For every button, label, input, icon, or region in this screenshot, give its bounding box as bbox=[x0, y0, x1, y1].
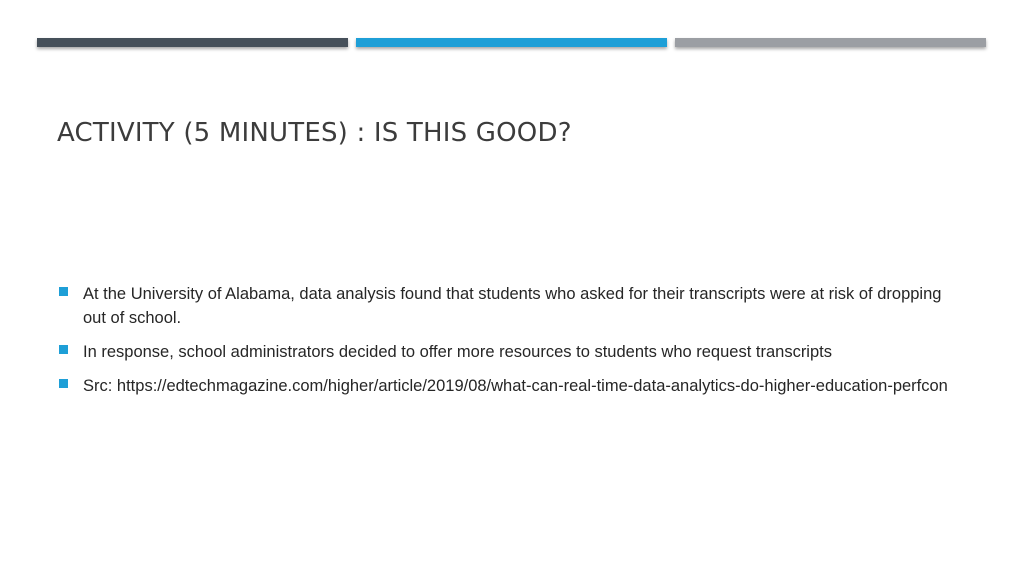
accent-bar-blue bbox=[356, 38, 667, 47]
square-bullet-icon bbox=[59, 379, 68, 388]
bullet-text: In response, school administrators decided to offer more resources to students who request transcripts bbox=[83, 343, 832, 361]
accent-bar-gray bbox=[675, 38, 986, 47]
slide-title: ACTIVITY (5 MINUTES) : IS THIS GOOD? bbox=[57, 118, 572, 148]
bullet-item bbox=[57, 282, 967, 330]
bullet-item bbox=[57, 374, 967, 398]
accent-bar-dark bbox=[37, 38, 348, 47]
bullet-item bbox=[57, 340, 967, 364]
bullet-text-source: Src: https://edtechmagazine.com/higher/article/2019/08/what-can-real-time-data-analytics-do-higher-education-perfcon bbox=[83, 377, 948, 395]
bullet-text: At the University of Alabama, data analysis found that students who asked for their transcripts were at risk of dropping out of school. bbox=[83, 285, 942, 327]
square-bullet-icon bbox=[59, 287, 68, 296]
square-bullet-icon bbox=[59, 345, 68, 354]
bullet-list bbox=[57, 282, 967, 408]
